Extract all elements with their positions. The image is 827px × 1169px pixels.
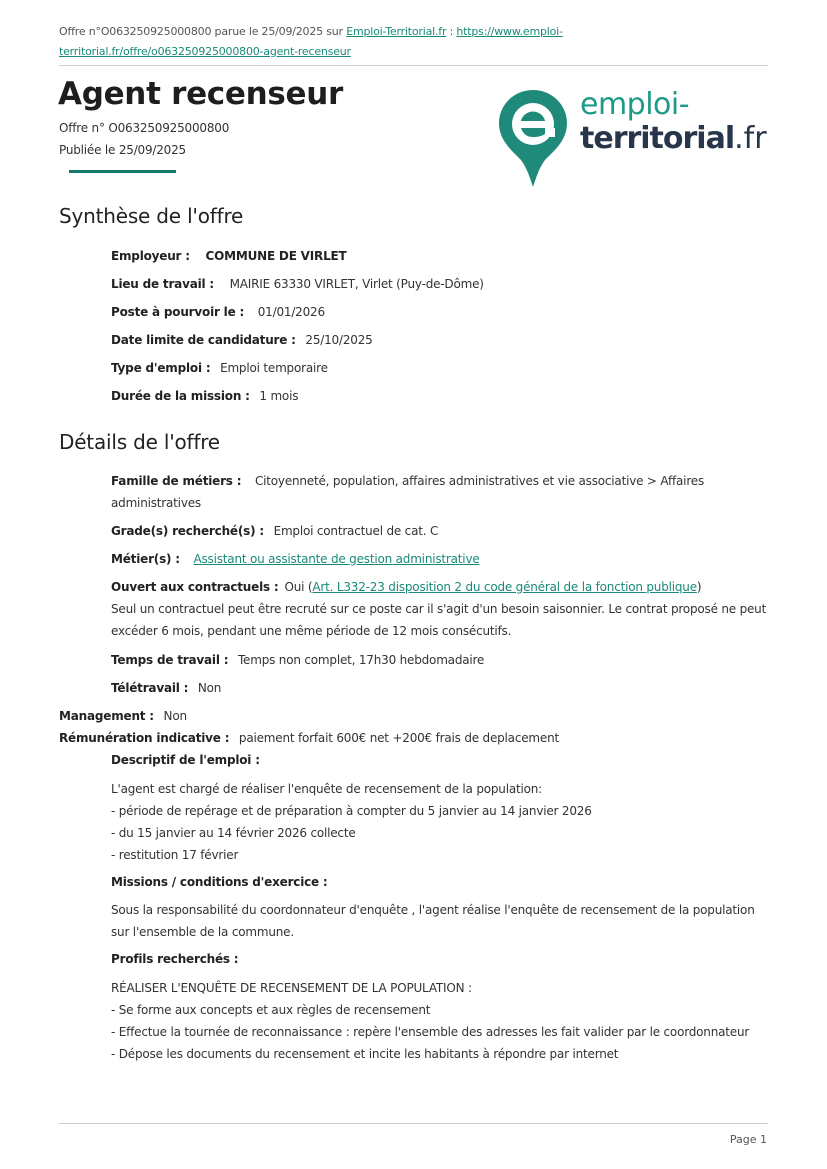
logo-text-territorial <box>580 122 767 156</box>
field-employeur <box>111 245 767 267</box>
header-source-note <box>59 22 579 62</box>
field-value: 1 mois <box>259 389 299 403</box>
field-value: Emploi temporaire <box>220 361 328 375</box>
accent-bar <box>69 170 176 173</box>
section-title-details: Détails de l'offre <box>59 430 220 454</box>
field-type-emploi <box>111 357 767 379</box>
field-value: Non <box>163 709 187 723</box>
field-value: MAIRIE 63330 VIRLET, Virlet (Puy-de-Dôme) <box>229 277 484 291</box>
field-remuneration <box>59 727 767 749</box>
field-value: Non <box>197 681 222 695</box>
field-poste-a-pourvoir <box>111 301 767 323</box>
field-management <box>59 705 767 727</box>
header-note-separator: : <box>446 25 457 38</box>
descriptif-line: - période de repérage et de préparation à compter du 5 janvier au 14 janvier 2026 <box>111 804 592 818</box>
field-duree-mission <box>111 385 767 407</box>
page-number: Page 1 <box>729 1133 767 1146</box>
field-label: Date limite de candidature : <box>111 333 296 347</box>
descriptif-text <box>111 778 767 866</box>
field-label: Employeur : <box>111 249 190 263</box>
field-value: Citoyenneté, population, affaires administratives et vie associative > Affaires administratives <box>111 474 705 510</box>
map-pin-e-icon <box>497 88 569 188</box>
field-lieu-travail <box>111 273 767 295</box>
field-label: Temps de travail : <box>111 653 229 667</box>
field-temps-travail <box>111 649 767 671</box>
field-value: Temps non complet, 17h30 hebdomadaire <box>237 653 485 667</box>
logo-text-fr: .fr <box>734 121 767 156</box>
header-divider <box>59 65 768 66</box>
field-value: COMMUNE DE VIRLET <box>205 249 347 263</box>
field-metiers <box>111 548 767 570</box>
field-label: Télétravail : <box>111 681 189 695</box>
profils-line: - Se forme aux concepts et aux règles de recensement <box>111 1003 431 1017</box>
section-title-synthese: Synthèse de l'offre <box>59 204 244 228</box>
emploi-territorial-logo <box>497 88 767 188</box>
profils-text <box>111 977 767 1065</box>
profils-title: Profils recherchés : <box>111 952 239 966</box>
field-label: Type d'emploi : <box>111 361 211 375</box>
field-ouvert-contractuels <box>111 576 767 642</box>
metier-link[interactable]: Assistant ou assistante de gestion administrative <box>193 552 480 566</box>
field-grades <box>111 520 767 542</box>
field-label: Rémunération indicative : <box>59 731 230 745</box>
published-date: Publiée le 25/09/2025 <box>59 143 186 157</box>
descriptif-line: - restitution 17 février <box>111 848 239 862</box>
logo-text-emploi: emploi- <box>580 87 690 122</box>
profils-line: - Effectue la tournée de reconnaissance : repère l'ensemble des adresses les fait valider par le coordonnateur <box>111 1025 750 1039</box>
descriptif-line: - du 15 janvier au 14 février 2026 collecte <box>111 826 356 840</box>
footer-divider <box>59 1123 768 1124</box>
field-value-suffix: ) <box>696 580 702 594</box>
field-label: Famille de métiers : <box>111 474 242 488</box>
field-label: Lieu de travail : <box>111 277 215 291</box>
missions-text: Sous la responsabilité du coordonnateur d'enquête , l'agent réalise l'enquête de recensement de la population sur l'ensemble de la commune. <box>111 903 755 939</box>
field-value: 01/01/2026 <box>257 305 325 319</box>
offer-url-link[interactable]: https://www.emploi-territorial.fr/offre/o063250925000800-agent-recenseur <box>59 25 563 58</box>
field-famille-metiers <box>111 470 767 514</box>
descriptif-title: Descriptif de l'emploi : <box>111 753 260 767</box>
profils-line: - Dépose les documents du recensement et incite les habitants à répondre par internet <box>111 1047 619 1061</box>
field-value-prefix: Oui ( <box>284 580 313 594</box>
logo-text-territorial-main: territorial <box>580 121 735 156</box>
header-note-prefix: Offre n°O063250925000800 parue le 25/09/2025 sur <box>59 25 347 38</box>
field-label: Ouvert aux contractuels : <box>111 580 279 594</box>
field-label: Grade(s) recherché(s) : <box>111 524 264 538</box>
article-link[interactable]: Art. L332-23 disposition 2 du code général de la fonction publique <box>312 580 697 594</box>
field-value: Emploi contractuel de cat. C <box>273 524 439 538</box>
field-label: Poste à pourvoir le : <box>111 305 245 319</box>
field-label: Durée de la mission : <box>111 389 250 403</box>
site-link[interactable]: Emploi-Territorial.fr <box>346 25 447 38</box>
field-teletravail <box>111 677 767 699</box>
page-title: Agent recenseur <box>58 76 344 112</box>
contractuels-note: Seul un contractuel peut être recruté sur ce poste car il s'agit d'un besoin saisonnier. Le contrat proposé ne peut excéder 6 mois, pendant une même période de 12 mois consécutifs. <box>111 602 767 638</box>
field-label: Métier(s) : <box>111 552 180 566</box>
field-value: 25/10/2025 <box>305 333 373 347</box>
field-label: Management : <box>59 709 154 723</box>
profils-line: RÉALISER L'ENQUÊTE DE RECENSEMENT DE LA POPULATION : <box>111 981 472 995</box>
field-value: paiement forfait 600€ net +200€ frais de deplacement <box>238 731 560 745</box>
descriptif-line: L'agent est chargé de réaliser l'enquête de recensement de la population: <box>111 782 543 796</box>
field-date-limite <box>111 329 767 351</box>
missions-title: Missions / conditions d'exercice : <box>111 875 328 889</box>
offer-number: Offre n° O063250925000800 <box>59 121 230 135</box>
